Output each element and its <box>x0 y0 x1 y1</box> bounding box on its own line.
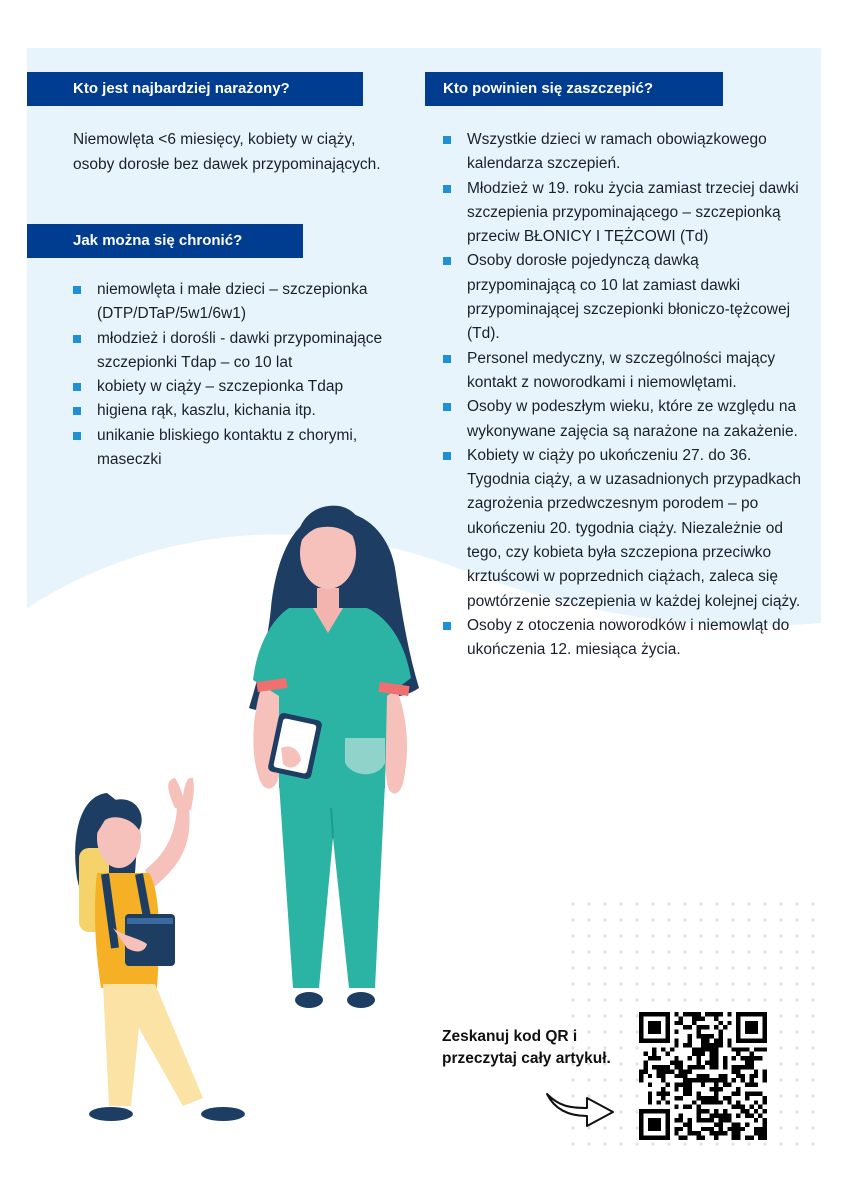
arrow-right-icon <box>545 1088 617 1128</box>
most-exposed-text: Niemowlęta <6 miesięcy, kobiety w ciąży, osoby dorosłe bez dawek przypominających. <box>73 131 381 173</box>
list-item: unikanie bliskiego kontaktu z chorymi, maseczki <box>73 424 395 473</box>
list-item: Osoby dorosłe pojedynczą dawką przypominającą co 10 lat zamiast dawki przypominającej szczepionki błoniczo-tężcowej (Td). <box>443 249 803 346</box>
list-item: Wszystkie dzieci w ramach obowiązkowego kalendarza szczepień. <box>443 128 803 177</box>
list-item: Kobiety w ciąży po ukończeniu 27. do 36. Tygodnia ciąży, a w uzasadnionych przypadkach zagrożenia przedwczesnym porodem – po ukończeniu 20. tygodnia ciąży. Niezależnie od tego, czy kobieta była szczepiona przeciwko krztuścowi w poprzednich ciążach, zaleca się powtórzenie szczepienia w każdej kolejnej ciąży. <box>443 444 803 614</box>
nurse-figure <box>249 506 419 1008</box>
list-item: Osoby z otoczenia noworodków i niemowląt do ukończenia 12. miesiąca życia. <box>443 614 803 663</box>
child-figure <box>75 778 245 1121</box>
heading-protection: Jak można się chronić? <box>27 224 303 258</box>
list-item: Personel medyczny, w szczególności mający kontakt z noworodkami i niemowlętami. <box>443 347 803 396</box>
list-item: niemowlęta i małe dzieci – szczepionka (DTP/DTaP/5w1/6w1) <box>73 278 395 327</box>
list-item: Osoby w podeszłym wieku, które ze względu na wykonywane zajęcia są narażone na zakażenie. <box>443 395 803 444</box>
qr-caption: Zeskanuj kod QR i przeczytaj cały artykuł. <box>442 1028 611 1067</box>
list-item: Młodzież w 19. roku życia zamiast trzeciej dawki szczepienia przypominającego – szczepionką przeciw BŁONICY I TĘŻCOWI (Td) <box>443 177 803 250</box>
heading-who-should-vaccinate: Kto powinien się zaszczepić? <box>425 72 723 106</box>
leaflet-panel <box>27 48 821 1148</box>
heading-most-exposed: Kto jest najbardziej narażony? <box>27 72 363 106</box>
list-item: kobiety w ciąży – szczepionka Tdap <box>73 375 395 399</box>
list-item: higiena rąk, kaszlu, kichania itp. <box>73 399 395 423</box>
qr-code-icon[interactable] <box>639 1012 767 1140</box>
illustration-nurse-and-child <box>27 48 821 1148</box>
list-item: młodzież i dorośli - dawki przypominające szczepionki Tdap – co 10 lat <box>73 327 395 376</box>
